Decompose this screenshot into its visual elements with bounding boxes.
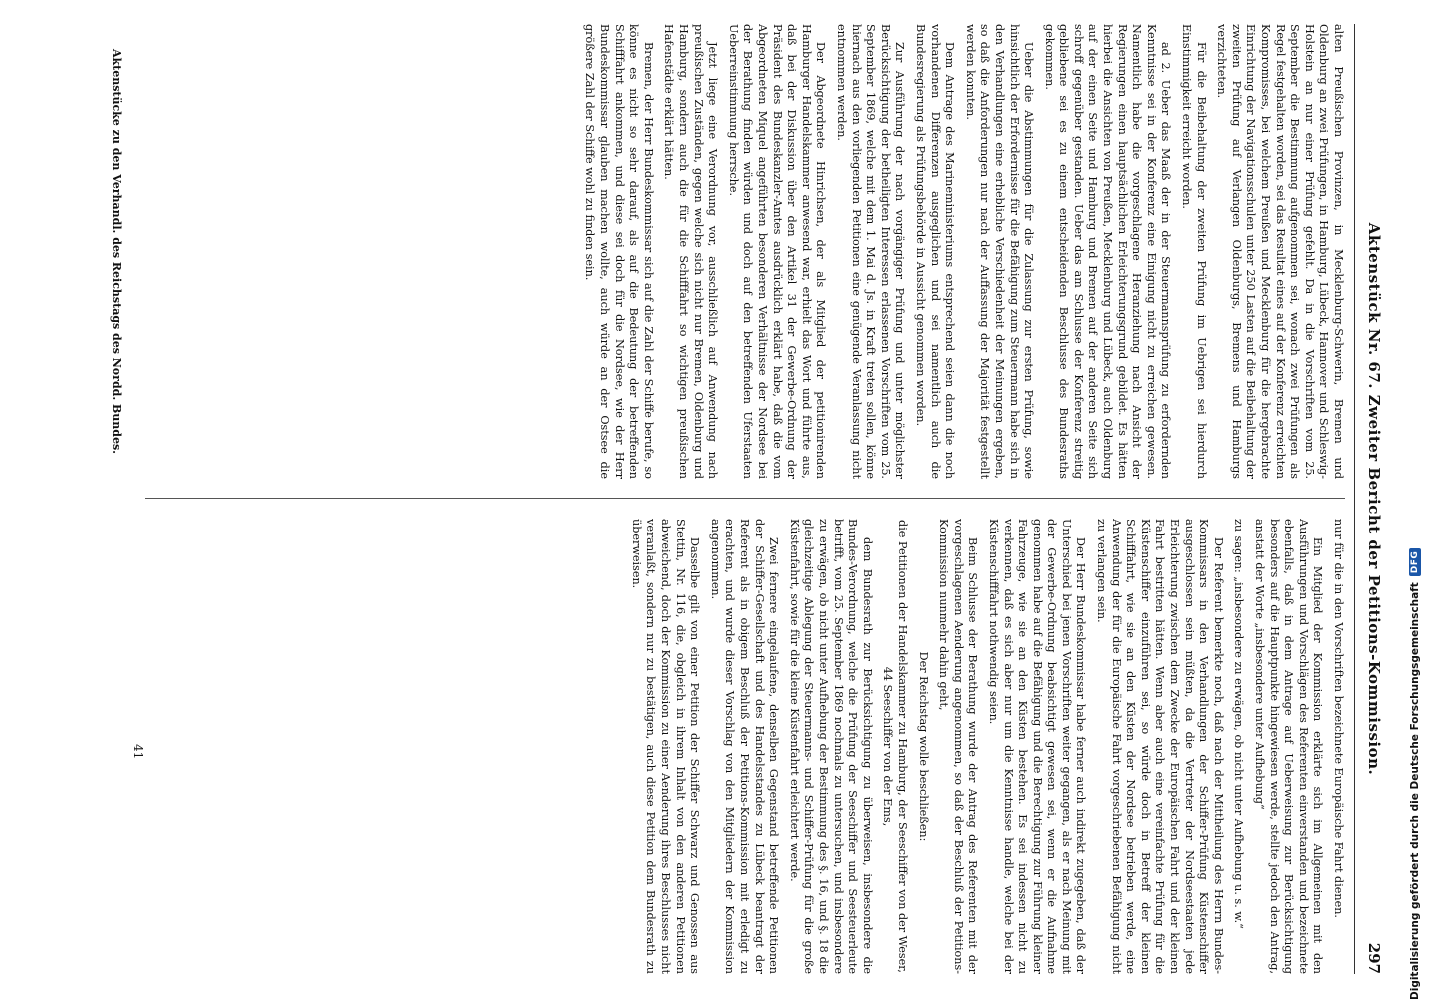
- digitization-note: Digitalisierung gefördert durch die Deutsche Forschungsgemeinschaft: [1409, 582, 1421, 1000]
- digitization-credit: [1405, 40, 1425, 1000]
- right-column: [105, 519, 1345, 974]
- column-divider: [145, 498, 1345, 499]
- header-rule: [1354, 24, 1355, 974]
- paragraph: Bremen, der Herr Bundeskommissar sich auf die Zahl der Schiffe berufe, so könne es nicht so sehr darauf, als auf die Bedeutung der betreffenden Schifffahrt ankommen, und diese sei doch für die Nordsee, wie der Herr Bundeskommissar glauben machen wollte, auch würde an der Ostsee die größere Zahl der Schiffe wohl zu finden sein.: [583, 24, 655, 479]
- paragraph: Dasselbe gilt von einer Petition der Schiffer Schwarz und Genossen aus Stettin, Nr. 116, die, obgleich in ihrem Inhalt von den anderen Petitionen abweichend, doch der Kommission zu einer Aenderung ihres Beschlusses nicht veranlaßt, sondern nur zu bestätigen, auch diese Petition dem Bundesrath zu überweisen.: [629, 519, 702, 974]
- page-title: Aktenstück Nr. 67. Zweiter Bericht der Petitions-Kommission.: [1365, 222, 1383, 776]
- paragraph: Zur Ausführung der nach vorgängiger Prüfung und unter möglichster Berücksichtigung der betheiligten Interessen erlassenen Vorschriften vom 25. September 1869, welche mit dem 1. Mai d. Js. in Kraft treten sollen, könne hiernach aus den vorliegenden Petitionen eine genügende Veranlassung nicht entnommen werden.: [835, 24, 907, 479]
- paragraph: nur für die in den Vorschriften bezeichnete Europäische Fahrt dienen.: [1332, 519, 1345, 918]
- left-column: [105, 24, 1345, 479]
- paragraph: Jetzt liege eine Verordnung vor, ausschließlich auf Anwendung nach preußischen Zuständen, gegen welche sich nicht nur Bremen, Oldenburg und Hamburg, sondern auch die für die Schifffahrt so wichtigen preußischen Hafenstädte erklärt hätten.: [662, 24, 720, 479]
- page-number: 297: [1365, 942, 1383, 974]
- paragraph: zu sagen: „insbesondere zu erwägen, ob nicht unter Aufhebung u. s. w.“: [1232, 519, 1246, 929]
- paragraph: alten Preußischen Provinzen, in Mecklenburg-Schwerin, Bremen und Oldenburg an zwei Prüfungen, in Hamburg, Lübeck, Hannover und Schleswig-Holstein an nur einer Prüfung gefehlt. Da in die Vorschriften vom 25. September die Bestimmung aufgenommen sei, wonach zwei Prüfungen als Regel festgehalten worden, sei das Resultat eines auf der Konferenz erreichten Kompromisses, bei welchem Preußen und Mecklenburg für die hergebrachte Einrichtung der Navigationsschulen unter 250 Lasten auf die Beibehaltung der zweiten Prüfung auf Verlangen Oldenburgs, Bremens und Hamburgs verzichteten.: [1215, 24, 1345, 479]
- paragraph: Der Herr Bundeskommissar habe ferner auch indirekt zugegeben, daß der Unterschied bei jenen Vorschriften weiter gegangen, als er nach Meinung mit der Gewerbe-Ordnung beabsichtigt gewesen sei, wenn er die Aufnahme genommen habe auf die Befähigung und die Berechtigung zur Führung kleiner Fahrzeuge, wie sie an den Küsten bestehen. Es sei indessen nicht zu verkennen, daß es sich aber nur um die Kenntnisse handle, welche bei der Küstenschifffahrt nothwendig seien.: [986, 519, 1088, 974]
- page-header: [1359, 24, 1385, 974]
- paragraph: Dem Antrage des Marineministeriums entsprechend seien dann die noch vorhandenen Differenzen ausgeglichen und sei namentlich auch die Bundesregierung als Prüfungsbehörde in Aussicht genommen worden.: [913, 24, 957, 479]
- footnote: Aktenstücke zu den Verhandl. des Reichstags des Nordd. Bundes.: [110, 48, 123, 454]
- paragraph: ad 2. Ueber das Maaß der in der Steuermannsprüfung zu erfordernden Kenntnisse sei in der Konferenz eine Einigung nicht zu erreichen gewesen. Namentlich habe die vorgeschlagene Heranziehung nach Ansicht der Regierungen einen hauptsächlichen Erleichterungsgrund gebildet. Es hätten hierbei die Ansichten von Preußen, Mecklenburg und Lübeck, auch Oldenburg auf der einen Seite und Hamburg und Bremen auf der anderen Seite sich schroff gegenüber gestanden. Ueber das am Schlusse der Konferenz streitig gebliebene sei es zu einem entscheidenden Beschlusse des Bundesraths gekommen.: [1042, 24, 1173, 479]
- signature-number: 41: [131, 744, 145, 760]
- petition-list: die Petitionen der Handelskammer zu Hamburg, der Seeschiffer von der Weser, 44 Seeschiffer von der Ems,: [881, 520, 909, 973]
- paragraph: Zwei fernere eingelaufene, denselben Gegenstand betreffende Petitionen der Schiffer-Gesellschaft und des Handelsstandes zu Lübeck beantragt der Referent als in obigem Beschluß der Petitions-Kommission mit erledigt zu erachten, und wurde dieser Vorschlag von den Mitgliedern der Kommission angenommen.: [708, 519, 781, 974]
- paragraph: Für die Beibehaltung der zweiten Prüfung im Uebrigen sei hierdurch Einstimmigkeit erreicht worden.: [1180, 24, 1208, 479]
- paragraph: Ein Mitglied der Kommission erklärte sich im Allgemeinen mit den Ausführungen und Vorschlägen des Referenten einverstanden und bezeichnete ebenfalls, daß in dem Antrage auf Ueberweisung zur Berücksichtigung besonders auf die Hauptpunkte hingewiesen werde, stellte jedoch den Antrag, anstatt der Worte „insbesondere unter Aufhebung“: [1253, 519, 1325, 974]
- paragraph: Der Referent bemerkte noch, daß nach der Mittheilung des Herrn Bundes-Kommissars in den Verhandlungen der Schiffer-Prüfung Küstenschiffer ausgeschlossen sein müßten, da die Vertreter der Nordseestaaten jede Erleichterung zwischen dem Zwecke der Europäischen Fahrt und der kleinen Fahrt bestritten hätten. Wenn aber auch eine vereinfachte Prüfung für die Küstenschiffer einzuführen sei, so würde doch in Betreff der kleinen Schifffahrt, wie sie an den Küsten der Nordsee betrieben werde, eine Anwendung der für die Europäische Fahrt vorgeschriebenen Befähigung nicht zu verlangen sein.: [1095, 519, 1225, 974]
- paragraph: Beim Schlusse der Berathung wurde der Antrag des Referenten mit der vorgeschlagenen Aenderung angenommen, so daß der Beschluß der Petitions-Kommission nunmehr dahin geht,: [937, 519, 980, 974]
- paragraph: Ueber die Abstimmungen für die Zulassung zur ersten Prüfung, sowie hinsichtlich der Erfordernisse für die Befähigung zum Steuermann habe sich in den Verhandlungen eine erhebliche Verschiedenheit der Meinungen ergeben, so daß die Anforderungen nur nach der Auffassung der Majorität festgestellt werden konnten.: [963, 24, 1036, 479]
- rotated-document-sheet: [85, 24, 1385, 974]
- paragraph: dem Bundesrath zur Berücksichtigung zu überweisen, insbesondere die Bundes-Verordnung, welche die Prüfung der Seeschiffer und Seesteuerleute betrifft, vom 25. September 1869 nochmals zu untersuchen, und insbesondere zu erwägen, ob nicht unter Aufhebung der Bestimmung des §. 16, und §. 18 die gleichzeitige Ablegung der Steuermanns- und Schiffer-Prüfung für die große Küstenfahrt, sowie für die kleine Küstenfahrt erleichtert werde.: [787, 519, 874, 974]
- resolution-heading: Der Reichstag wolle beschließen:: [916, 651, 930, 842]
- dfg-logo: DFG: [1409, 548, 1421, 577]
- paragraph: Der Abgeordnete Hinrichsen, der als Mitglied der petitionirenden Hamburger Handelskammer anwesend war, erhielt das Wort und führte aus, daß bei der Diskussion über den Artikel 31 der Gewerbe-Ordnung der Präsident des Bundeskanzler-Amtes ausdrücklich erklärt habe, daß die vom Abgeordneten Miquel angeführten besonderen Verhältnisse der Nordsee bei der Berathung finden würden und doch auf den betreffenden Uferstaaten Ueberreinstimmung herrsche.: [726, 24, 828, 479]
